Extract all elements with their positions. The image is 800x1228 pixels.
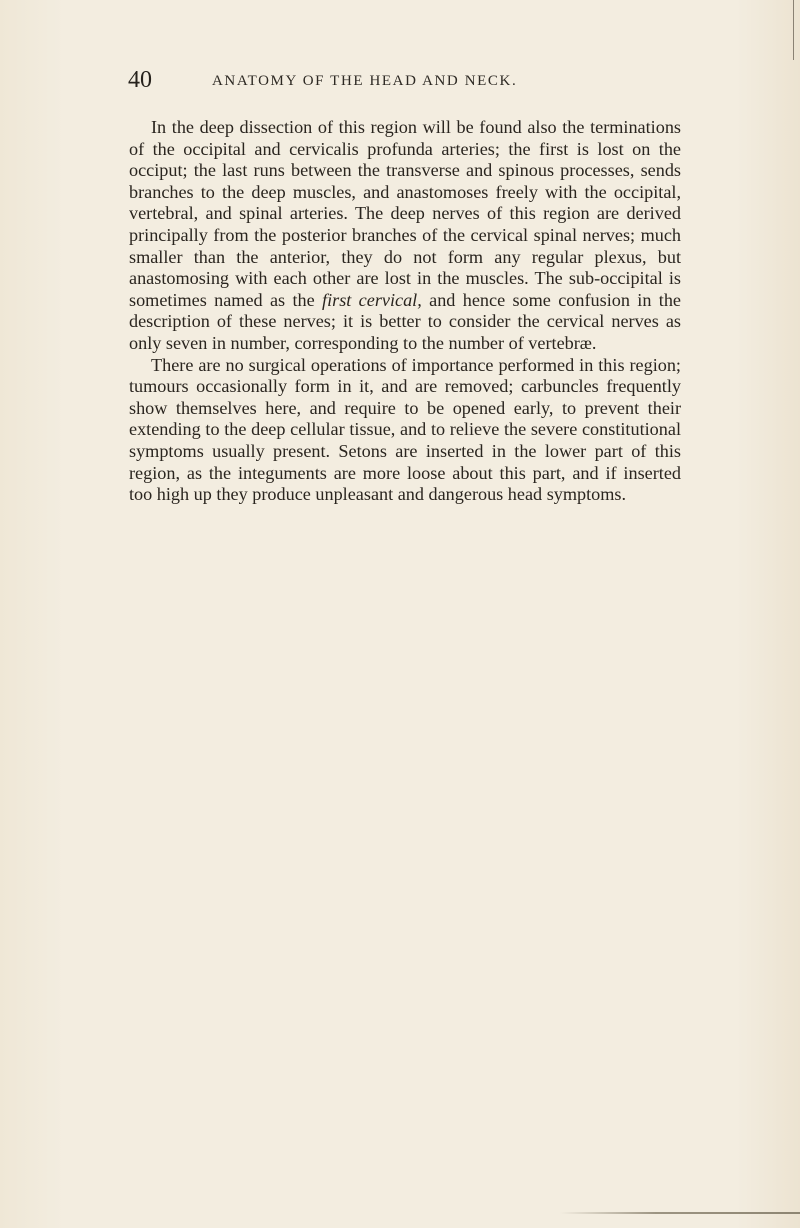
paragraph-1-text-b: and hence some confusion in the description of these nerves; it is better to consider the cervical nerves as only seven in number, corresponding to the number of vertebræ. xyxy=(129,289,681,353)
paragraph-2-text: There are no surgical operations of importance performed in this region; tumours occasionally form in it, and are removed; carbuncles frequently show themselves here, and require to be opened early, to prevent their extending to the deep cellular tissue, and to relieve the severe constitutional symptoms usually present. Setons are inserted in the lower part of this region, as the integuments are more loose about this part, and if inserted too high up they produce unpleasant and dangerous head symptoms. xyxy=(129,354,681,505)
page-number: 40 xyxy=(128,67,152,93)
paragraph-1-text-a: In the deep dissection of this region will be found also the terminations of the occipital and cervicalis profunda arteries; the first is lost on the occiput; the last runs between the transverse and spinous processes, sends branches to the deep muscles, and anastomoses freely with the occipital, vertebral, and spinal arteries. The deep nerves of this region are derived principally from the posterior branches of the cervical spinal nerves; much smaller than the anterior, they do not form any regular plexus, but anastomosing with each other are lost in the muscles. The sub-occipital is sometimes named as the xyxy=(129,117,681,310)
body-text xyxy=(129,117,681,506)
page-header xyxy=(128,66,688,96)
running-head: ANATOMY OF THE HEAD AND NECK. xyxy=(212,73,518,89)
paragraph-1-italic-term: first cervical, xyxy=(322,289,422,310)
bottom-page-rule xyxy=(560,1212,800,1214)
paragraph-deep-dissection xyxy=(129,117,681,355)
page-edge-line xyxy=(793,0,794,60)
paragraph-surgical-operations xyxy=(129,355,681,506)
